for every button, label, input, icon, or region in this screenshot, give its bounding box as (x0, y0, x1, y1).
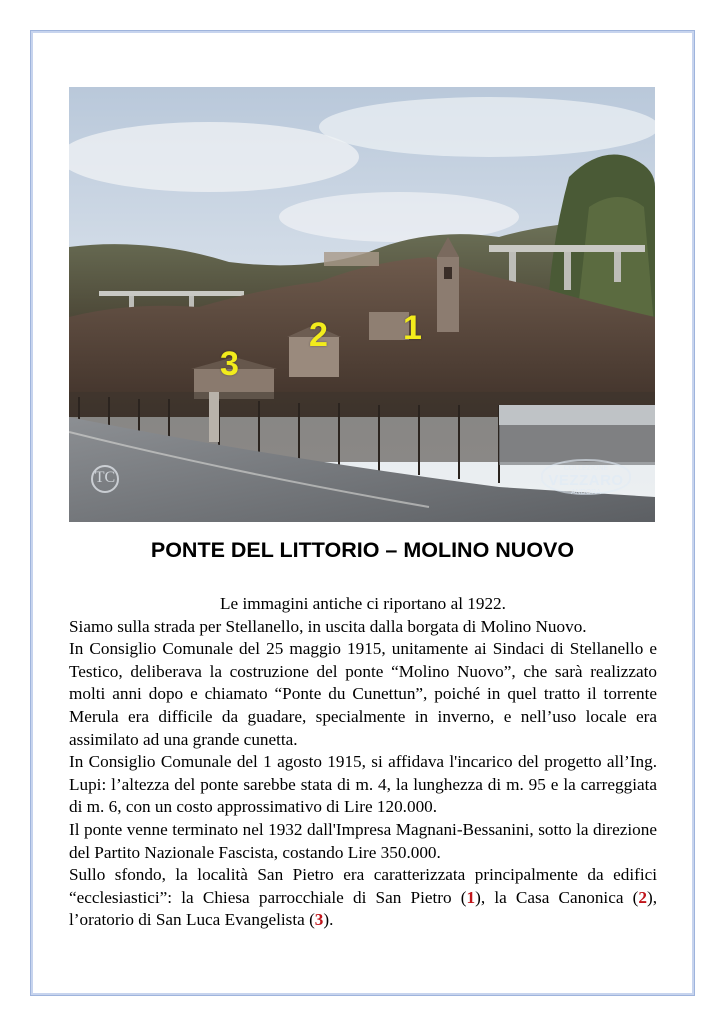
article-body (69, 593, 657, 932)
page-title: PONTE DEL LITTORIO – MOLINO NUOVO (150, 538, 575, 562)
intro-line: Le immagini antiche ci riportano al 1922. (220, 594, 506, 613)
paragraph-5-text-d: ). (323, 910, 334, 930)
photo-illustration (69, 87, 655, 522)
watermark-right-main: VEZZARO (548, 472, 624, 489)
paragraph-2: In Consiglio Comunale del 25 maggio 1915, unitamente ai Sindaci di Stellanello e Testico, deliberava la costruzione del ponte “Molino Nuovo”, che sarà realizzato molti anni dopo e chiamato “Ponte du Cunettun”, poiché in quel tratto il torrente Merula era difficile da guadare, specialmente in inverno, e nell’uso locale era assimilato ad una grande cunetta. (69, 639, 657, 749)
paragraph-5-text-c: ), l’oratorio di San Luca Evangelista ( (69, 887, 658, 930)
watermark-right-bottom: ANDORA (571, 489, 601, 496)
marker-1: 1 (403, 309, 422, 347)
paragraph-5-text-b: ), la Casa Canonica ( (475, 887, 639, 907)
reference-3: 3 (314, 910, 324, 930)
paragraph-5-text-a: Sullo sfondo, la località San Pietro era caratterizzata principalmente da edifici “ecclesiastici”: la Chiesa parrocchiale di San Pietro ( (69, 865, 657, 907)
watermark-left (91, 465, 123, 493)
reference-2: 2 (638, 887, 647, 907)
watermark-right-top: COLLEZIONE (563, 465, 609, 472)
reference-1: 1 (466, 887, 476, 907)
marker-2: 2 (309, 316, 328, 354)
marker-3: 3 (220, 345, 239, 383)
paragraph-4: Il ponte venne terminato nel 1932 dall'Impresa Magnani-Bessanini, sotto la direzione del Partito Nazionale Fascista, costando Lire 350.000. (69, 819, 657, 862)
paragraph-5 (69, 864, 657, 932)
paragraph-1: Siamo sulla strada per Stellanello, in uscita dalla borgata di Molino Nuovo. (69, 616, 587, 636)
paragraph-3: In Consiglio Comunale del 1 agosto 1915, si affidava l'incarico del progetto all’Ing. Lupi: l’altezza del ponte sarebbe stata di m. 4, la lunghezza di m. 95 e la carreggiata di m. 6, con un costo approssimativo di Lire 120.000. (69, 752, 657, 817)
watermark-logo-icon: TC (91, 465, 119, 493)
watermark-right (541, 459, 631, 495)
historic-photo (69, 87, 655, 522)
